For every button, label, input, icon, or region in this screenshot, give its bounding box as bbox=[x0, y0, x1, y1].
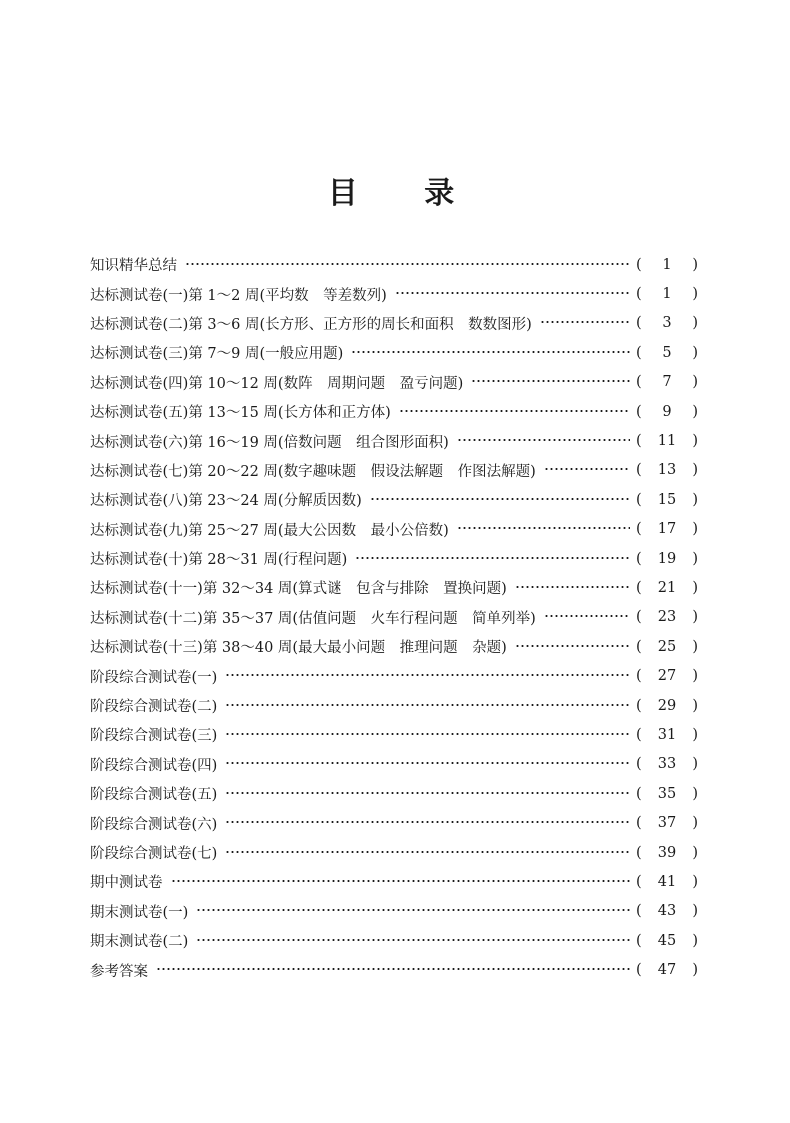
page-number: 45 bbox=[657, 932, 677, 949]
right-paren: ) bbox=[692, 344, 698, 361]
right-paren: ) bbox=[692, 932, 698, 949]
toc-entry-label: 达标测试卷(四)第 10～12 周(数阵 周期问题 盈亏问题) bbox=[90, 375, 464, 392]
toc-entry-label: 达标测试卷(九)第 25～27 周(最大公因数 最小公倍数) bbox=[90, 522, 449, 539]
toc-entry-page bbox=[636, 903, 698, 919]
right-paren: ) bbox=[692, 315, 698, 332]
page-number: 33 bbox=[657, 756, 677, 773]
left-paren: ( bbox=[636, 697, 642, 714]
toc-entry-label: 达标测试卷(一)第 1～2 周(平均数 等差数列) bbox=[90, 287, 387, 304]
right-paren: ) bbox=[692, 962, 698, 979]
right-paren: ) bbox=[692, 668, 698, 685]
toc-entry[interactable] bbox=[90, 661, 698, 690]
toc-entry-label: 阶段综合测试卷(七) bbox=[90, 846, 218, 862]
toc-entry-label: 期末测试卷(一) bbox=[90, 904, 189, 921]
toc-entry[interactable] bbox=[90, 515, 698, 544]
right-paren: ) bbox=[692, 256, 698, 273]
table-of-contents bbox=[90, 250, 698, 985]
page-number: 11 bbox=[657, 433, 677, 450]
toc-entry[interactable] bbox=[90, 955, 698, 984]
left-paren: ( bbox=[636, 433, 642, 450]
toc-entry-page bbox=[636, 639, 698, 655]
dot-leader bbox=[515, 643, 630, 649]
page-number: 5 bbox=[662, 344, 672, 361]
toc-entry[interactable] bbox=[90, 456, 698, 485]
toc-entry-page bbox=[636, 345, 698, 361]
left-paren: ( bbox=[636, 256, 642, 273]
page-number: 31 bbox=[657, 726, 677, 743]
toc-entry-label: 达标测试卷(八)第 23～24 周(分解质因数) bbox=[90, 493, 362, 510]
page-number: 3 bbox=[662, 315, 672, 332]
left-paren: ( bbox=[636, 550, 642, 567]
left-paren: ( bbox=[636, 815, 642, 832]
right-paren: ) bbox=[692, 550, 698, 567]
toc-entry[interactable] bbox=[90, 838, 698, 867]
page-number: 23 bbox=[657, 609, 677, 626]
toc-entry-page bbox=[636, 933, 698, 949]
left-paren: ( bbox=[636, 344, 642, 361]
left-paren: ( bbox=[636, 609, 642, 626]
toc-entry-label: 达标测试卷(十三)第 38～40 周(最大最小问题 推理问题 杂题) bbox=[90, 640, 507, 657]
toc-entry[interactable] bbox=[90, 250, 698, 279]
right-paren: ) bbox=[692, 403, 698, 420]
toc-entry[interactable] bbox=[90, 573, 698, 602]
right-paren: ) bbox=[692, 638, 698, 655]
toc-entry-label: 阶段综合测试卷(五) bbox=[90, 787, 218, 804]
dot-leader bbox=[457, 525, 630, 531]
toc-entry[interactable] bbox=[90, 397, 698, 426]
dot-leader bbox=[457, 437, 630, 443]
page-number: 39 bbox=[657, 844, 677, 861]
toc-entry-page bbox=[636, 462, 698, 478]
toc-entry-page bbox=[636, 609, 698, 625]
dot-leader bbox=[355, 555, 630, 561]
left-paren: ( bbox=[636, 726, 642, 743]
page-title: 目 录 bbox=[327, 176, 483, 211]
toc-entry-page bbox=[636, 374, 698, 390]
right-paren: ) bbox=[692, 491, 698, 508]
toc-entry-label: 阶段综合测试卷(三) bbox=[90, 728, 218, 745]
page-number: 15 bbox=[657, 491, 677, 508]
toc-entry-label: 达标测试卷(三)第 7～9 周(一般应用题) bbox=[90, 346, 344, 363]
left-paren: ( bbox=[636, 903, 642, 920]
toc-entry-label: 达标测试卷(十)第 28～31 周(行程问题) bbox=[90, 552, 348, 569]
dot-leader bbox=[225, 731, 630, 737]
toc-entry-label: 阶段综合测试卷(四) bbox=[90, 757, 218, 774]
right-paren: ) bbox=[692, 374, 698, 391]
right-paren: ) bbox=[692, 785, 698, 802]
toc-entry-page bbox=[636, 286, 698, 302]
toc-entry[interactable] bbox=[90, 309, 698, 338]
left-paren: ( bbox=[636, 315, 642, 332]
toc-entry-page bbox=[636, 404, 698, 420]
toc-entry-page bbox=[636, 521, 698, 537]
toc-entry[interactable] bbox=[90, 808, 698, 837]
page-number: 41 bbox=[657, 873, 677, 890]
page-number: 27 bbox=[657, 668, 677, 685]
page-number: 37 bbox=[657, 815, 677, 832]
left-paren: ( bbox=[636, 785, 642, 802]
toc-entry-page bbox=[636, 698, 698, 714]
right-paren: ) bbox=[692, 579, 698, 596]
toc-entry[interactable] bbox=[90, 779, 698, 808]
toc-entry-page bbox=[636, 727, 698, 743]
page-number: 17 bbox=[657, 521, 677, 538]
toc-entry-page bbox=[636, 257, 698, 273]
toc-entry-page bbox=[636, 433, 698, 449]
toc-entry-label: 达标测试卷(七)第 20～22 周(数字趣味题 假设法解题 作图法解题) bbox=[90, 463, 536, 480]
dot-leader bbox=[196, 907, 630, 913]
page-number: 25 bbox=[657, 638, 677, 655]
right-paren: ) bbox=[692, 697, 698, 714]
page-number: 13 bbox=[657, 462, 677, 479]
page-number: 29 bbox=[657, 697, 677, 714]
dot-leader bbox=[544, 466, 630, 472]
right-paren: ) bbox=[692, 433, 698, 450]
dot-leader bbox=[156, 966, 630, 972]
dot-leader bbox=[196, 937, 630, 943]
toc-entry[interactable] bbox=[90, 603, 698, 632]
toc-entry-label: 达标测试卷(十二)第 35～37 周(估值问题 火车行程问题 简单列举) bbox=[90, 610, 536, 627]
dot-leader bbox=[225, 819, 630, 825]
dot-leader bbox=[225, 672, 630, 678]
toc-entry[interactable] bbox=[90, 544, 698, 573]
toc-entry-page bbox=[636, 962, 698, 978]
toc-entry[interactable] bbox=[90, 426, 698, 455]
right-paren: ) bbox=[692, 726, 698, 743]
toc-entry-label: 达标测试卷(五)第 13～15 周(长方体和正方体) bbox=[90, 405, 391, 422]
left-paren: ( bbox=[636, 756, 642, 773]
dot-leader bbox=[370, 496, 630, 502]
dot-leader bbox=[395, 290, 630, 296]
dot-leader bbox=[185, 261, 630, 267]
toc-entry[interactable] bbox=[90, 867, 698, 896]
right-paren: ) bbox=[692, 873, 698, 890]
page-number: 43 bbox=[657, 903, 677, 920]
toc-entry-label: 达标测试卷(十一)第 32～34 周(算式谜 包含与排除 置换问题) bbox=[90, 581, 507, 598]
toc-entry[interactable] bbox=[90, 485, 698, 514]
toc-entry[interactable] bbox=[90, 691, 698, 720]
dot-leader bbox=[471, 378, 630, 384]
page-number: 19 bbox=[657, 550, 677, 567]
toc-entry[interactable] bbox=[90, 750, 698, 779]
page-number: 21 bbox=[657, 579, 677, 596]
left-paren: ( bbox=[636, 374, 642, 391]
toc-entry-page bbox=[636, 580, 698, 596]
dot-leader bbox=[225, 702, 630, 708]
page-number: 35 bbox=[657, 785, 677, 802]
toc-entry[interactable] bbox=[90, 720, 698, 749]
toc-entry-label: 期末测试卷(二) bbox=[90, 934, 189, 951]
toc-entry[interactable] bbox=[90, 368, 698, 397]
left-paren: ( bbox=[636, 491, 642, 508]
toc-entry-page bbox=[636, 492, 698, 508]
toc-entry-label: 参考答案 bbox=[90, 963, 148, 980]
toc-entry[interactable] bbox=[90, 279, 698, 308]
left-paren: ( bbox=[636, 932, 642, 949]
right-paren: ) bbox=[692, 903, 698, 920]
left-paren: ( bbox=[636, 638, 642, 655]
left-paren: ( bbox=[636, 873, 642, 890]
left-paren: ( bbox=[636, 462, 642, 479]
toc-entry-label: 阶段综合测试卷(六) bbox=[90, 816, 218, 833]
dot-leader bbox=[515, 584, 630, 590]
page-number: 47 bbox=[657, 962, 677, 979]
toc-entry-page bbox=[636, 756, 698, 772]
page-number: 1 bbox=[662, 256, 672, 273]
toc-entry-page bbox=[636, 315, 698, 331]
right-paren: ) bbox=[692, 286, 698, 303]
left-paren: ( bbox=[636, 962, 642, 979]
toc-entry-label: 达标测试卷(六)第 16～19 周(倍数问题 组合图形面积) bbox=[90, 434, 449, 451]
dot-leader bbox=[544, 613, 630, 619]
toc-entry[interactable] bbox=[90, 632, 698, 661]
toc-entry-label: 知识精华总结 bbox=[90, 258, 177, 275]
toc-entry-page bbox=[636, 786, 698, 802]
dot-leader bbox=[225, 760, 630, 766]
page-number: 9 bbox=[662, 403, 672, 420]
dot-leader bbox=[225, 790, 630, 796]
left-paren: ( bbox=[636, 521, 642, 538]
dot-leader bbox=[540, 319, 630, 325]
toc-entry-label: 期中测试卷 bbox=[90, 875, 163, 892]
left-paren: ( bbox=[636, 844, 642, 861]
right-paren: ) bbox=[692, 609, 698, 626]
left-paren: ( bbox=[636, 403, 642, 420]
dot-leader bbox=[225, 849, 630, 855]
dot-leader bbox=[171, 878, 631, 884]
right-paren: ) bbox=[692, 815, 698, 832]
toc-entry-page bbox=[636, 668, 698, 684]
page-number: 7 bbox=[662, 374, 672, 391]
toc-entry-label: 达标测试卷(二)第 3～6 周(长方形、正方形的周长和面积 数数图形) bbox=[90, 316, 532, 333]
toc-entry-label: 阶段综合测试卷(二) bbox=[90, 699, 218, 716]
right-paren: ) bbox=[692, 844, 698, 861]
right-paren: ) bbox=[692, 521, 698, 538]
toc-entry-label: 阶段综合测试卷(一) bbox=[90, 669, 218, 686]
toc-entry[interactable] bbox=[90, 897, 698, 926]
toc-entry[interactable] bbox=[90, 338, 698, 367]
right-paren: ) bbox=[692, 756, 698, 773]
left-paren: ( bbox=[636, 668, 642, 685]
left-paren: ( bbox=[636, 286, 642, 303]
toc-entry-page bbox=[636, 551, 698, 567]
right-paren: ) bbox=[692, 462, 698, 479]
dot-leader bbox=[351, 349, 630, 355]
toc-entry[interactable] bbox=[90, 926, 698, 955]
page-number: 1 bbox=[662, 286, 672, 303]
dot-leader bbox=[399, 408, 630, 414]
toc-entry-page bbox=[636, 874, 698, 890]
toc-entry-page bbox=[636, 845, 698, 861]
left-paren: ( bbox=[636, 579, 642, 596]
toc-entry-page bbox=[636, 815, 698, 831]
